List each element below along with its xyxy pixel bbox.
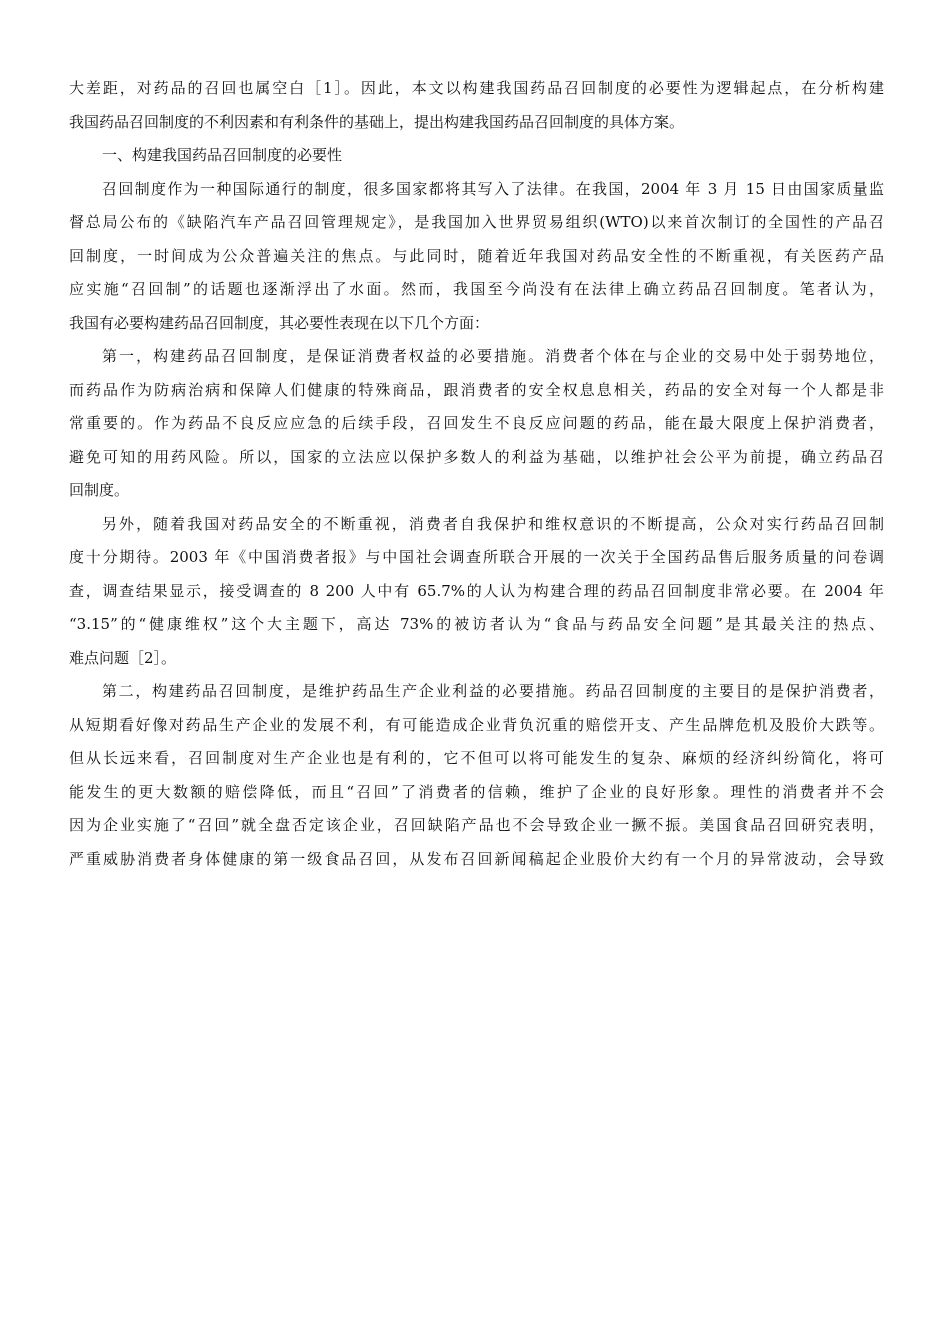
paragraph-4-line-4: 避免可知的用药风险。所以，国家的立法应以保护多数人的利益为基础，以维护社会公平为前提，确立药品召 (69, 447, 884, 466)
paragraph-3-line-4: 应实施“召回制”的话题也逐渐浮出了水面。然而，我国至今尚没有在法律上确立药品召回制度。笔者认为， (69, 280, 884, 298)
paragraph-6-line-1: 第二，构建药品召回制度，是维护药品生产企业利益的必要措施。药品召回制度的主要目的是保护消费者， (102, 682, 884, 700)
paragraph-5-line-1: 另外，随着我国对药品安全的不断重视，消费者自我保护和维权意识的不断提高，公众对实行药品召回制 (102, 514, 884, 533)
paragraph-6-line-2: 从短期看好像对药品生产企业的发展不利，有可能造成企业背负沉重的赔偿开支、产生品牌危机及股价大跌等。 (69, 715, 884, 734)
paragraph-6-line-4: 能发生的更大数额的赔偿降低，而且“召回”了消费者的信赖，维护了企业的良好形象。理性的消费者并不会 (69, 782, 884, 801)
paragraph-5-line-2: 度十分期待。2003 年《中国消费者报》与中国社会调查所联合开展的一次关于全国药品售后服务质量的问卷调 (69, 548, 884, 566)
paragraph-3-line-1: 召回制度作为一种国际通行的制度，很多国家都将其写入了法律。在我国，2004 年 3 月 15 日由国家质量监 (102, 179, 884, 198)
paragraph-3-line-5: 我国有必要构建药品召回制度，其必要性表现在以下几个方面： (69, 313, 490, 332)
paragraph-6-line-6: 严重威胁消费者身体健康的第一级食品召回，从发布召回新闻稿起企业股价大约有一个月的异常波动，会导致 (69, 849, 884, 868)
paragraph-4-line-1: 第一，构建药品召回制度，是保证消费者权益的必要措施。消费者个体在与企业的交易中处于弱势地位， (102, 347, 884, 365)
paragraph-3-line-3: 回制度，一时间成为公众普遍关注的焦点。与此同时，随着近年我国对药品安全性的不断重视，有关医药产品 (69, 246, 884, 265)
paragraph-6-line-3: 但从长远来看，召回制度对生产企业也是有利的，它不但可以将可能发生的复杂、麻烦的经济纠纷简化，将可 (69, 749, 884, 767)
section-heading: 一、构建我国药品召回制度的必要性 (102, 146, 343, 164)
paragraph-5-line-4: “3.15”的“健康维权”这个大主题下，高达 73%的被访者认为“食品与药品安全问题”是其最关注的热点、 (69, 615, 884, 633)
document-body (69, 72, 884, 876)
paragraph-5-line-3: 查，调查结果显示，接受调查的 8 200 人中有 65.7%的人认为构建合理的药品召回制度非常必要。在 2004 年 (69, 581, 884, 600)
paragraph-4-line-2: 而药品作为防病治病和保障人们健康的特殊商品，跟消费者的安全权息息相关，药品的安全对每一个人都是非 (69, 380, 884, 399)
paragraph-3-line-2: 督总局公布的《缺陷汽车产品召回管理规定》，是我国加入世界贸易组织(WTO)以来首次制订的全国性的产品召 (69, 213, 884, 231)
paragraph-5-line-5: 难点问题［2］。 (69, 648, 177, 667)
paragraph-1-line-2: 我国药品召回制度的不利因素和有利条件的基础上，提出构建我国药品召回制度的具体方案。 (69, 112, 685, 131)
paragraph-1-line-1: 大差距，对药品的召回也属空白［1］。因此，本文以构建我国药品召回制度的必要性为逻辑起点，在分析构建 (69, 79, 884, 97)
paragraph-4-line-3: 常重要的。作为药品不良反应应急的后续手段，召回发生不良反应问题的药品，能在最大限度上保护消费者， (69, 414, 884, 432)
paragraph-4-line-5: 回制度。 (69, 481, 130, 499)
paragraph-6-line-5: 因为企业实施了“召回”就全盘否定该企业，召回缺陷产品也不会导致企业一撅不振。美国食品召回研究表明， (69, 816, 884, 834)
